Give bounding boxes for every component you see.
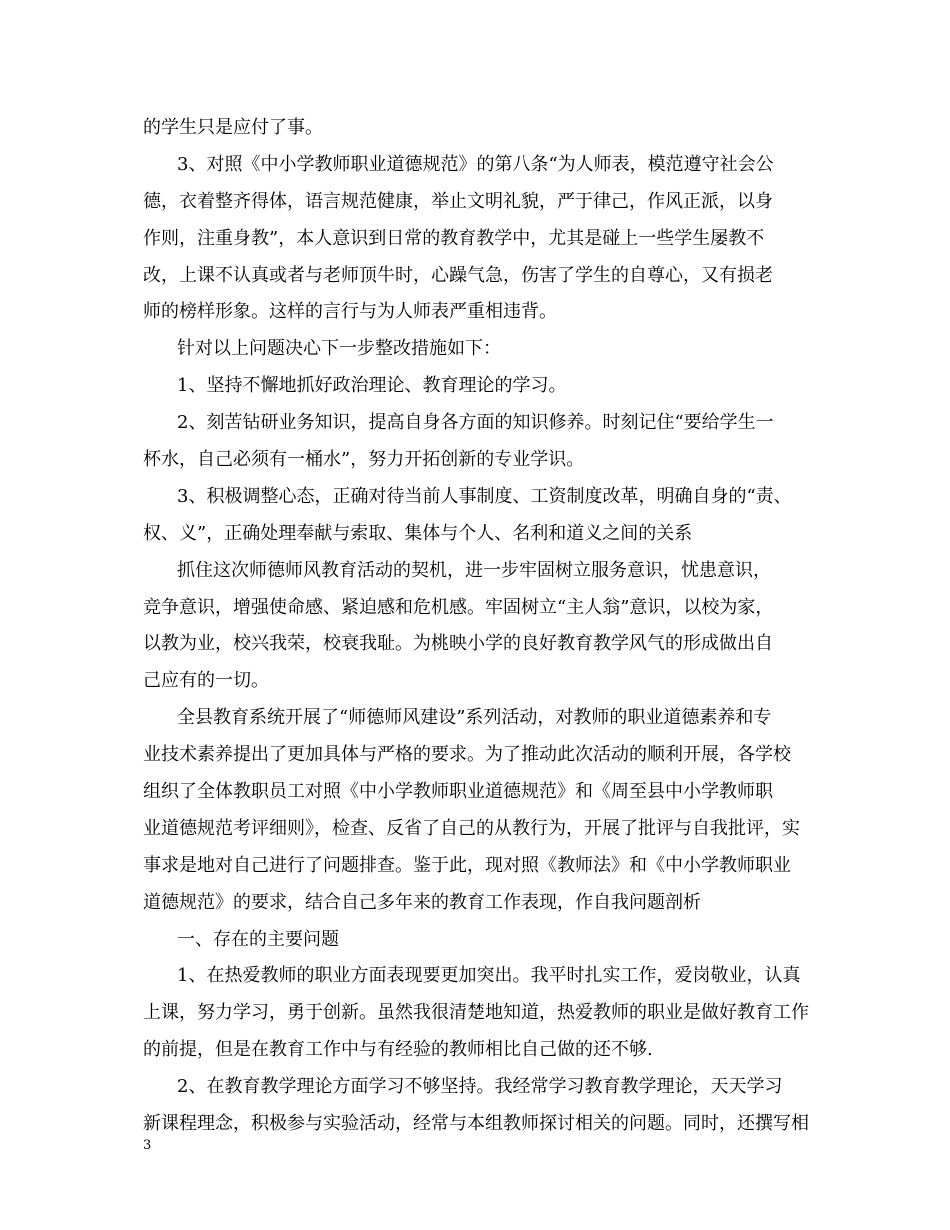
text-line: 抓住这次师德师风教育活动的契机，进一步牢固树立服务意识，忧患意识， xyxy=(177,560,771,581)
text-line: 权、义”，正确处理奉献与索取、集体与个人、名利和道义之间的关系 xyxy=(143,523,693,544)
text-line: 的学生只是应付了事。 xyxy=(143,117,323,138)
text-line: 1、在热爱教师的职业方面表现要更加突出。我平时扎实工作，爱岗敬业，认真 xyxy=(177,965,801,986)
text-line: 师的榜样形象。这样的言行与为人师表严重相违背。 xyxy=(143,301,557,322)
text-line: 上课，努力学习，勇于创新。虽然我很清楚地知道，热爱教师的职业是做好教育工作 xyxy=(143,1002,809,1023)
text-line: 事求是地对自己进行了问题排查。鉴于此，现对照《教师法》和《中小学教师职业 xyxy=(143,855,791,876)
text-line: 针对以上问题决心下一步整改措施如下： xyxy=(177,338,501,359)
text-line: 3、积极调整心态，正确对待当前人事制度、工资制度改革，明确自身的“责、 xyxy=(177,486,792,507)
text-line: 业技术素养提出了更加具体与严格的要求。为了推动此次活动的顺利开展，各学校 xyxy=(143,744,791,765)
text-line: 业道德规范考评细则》，检查、反省了自己的从教行为，开展了批评与自我批评，实 xyxy=(143,818,800,839)
text-line: 作则，注重身教”，本人意识到日常的教育教学中，尤其是碰上一些学生屡教不 xyxy=(143,228,765,249)
text-line: 3、对照《中小学教师职业道德规范》的第八条“为人师表，模范遵守社会公 xyxy=(177,154,774,175)
section-heading: 一、存在的主要问题 xyxy=(177,929,339,950)
page-number: 3 xyxy=(143,1138,152,1153)
text-line: 新课程理念，积极参与实验活动，经常与本组教师探讨相关的问题。同时，还撰写相 xyxy=(143,1113,809,1134)
text-line: 的前提，但是在教育工作中与有经验的教师相比自己做的还不够. xyxy=(143,1039,653,1060)
text-line: 2、在教育教学理论方面学习不够坚持。我经常学习教育教学理论，天天学习 xyxy=(177,1076,783,1097)
text-line: 竞争意识，增强使命感、紧迫感和危机感。牢固树立“主人翁”意识，以校为家， xyxy=(143,597,774,618)
text-line: 德，衣着整齐得体，语言规范健康，举止文明礼貌，严于律己，作风正派，以身 xyxy=(143,191,773,212)
text-line: 杯水，自己必须有一桶水”，努力开拓创新的专业学识。 xyxy=(143,449,585,470)
text-line: 1、坚持不懈地抓好政治理论、教育理论的学习。 xyxy=(177,375,567,396)
text-line: 己应有的一切。 xyxy=(143,670,269,691)
text-line: 2、刻苦钻研业务知识，提高自身各方面的知识修养。时刻记住“要给学生一 xyxy=(177,412,774,433)
text-line: 组织了全体教职员工对照《中小学教师职业道德规范》和《周至县中小学教师职 xyxy=(143,781,773,802)
text-line: 全县教育系统开展了“师德师风建设”系列活动，对教师的职业道德素养和专 xyxy=(177,707,772,728)
text-line: 道德规范》的要求，结合自己多年来的教育工作表现，作自我问题剖析 xyxy=(143,892,701,913)
text-line: 以教为业，校兴我荣，校衰我耻。为桃映小学的良好教育教学风气的形成做出自 xyxy=(143,633,773,654)
text-line: 改，上课不认真或者与老师顶牛时，心躁气急，伤害了学生的自尊心，又有损老 xyxy=(143,265,773,286)
